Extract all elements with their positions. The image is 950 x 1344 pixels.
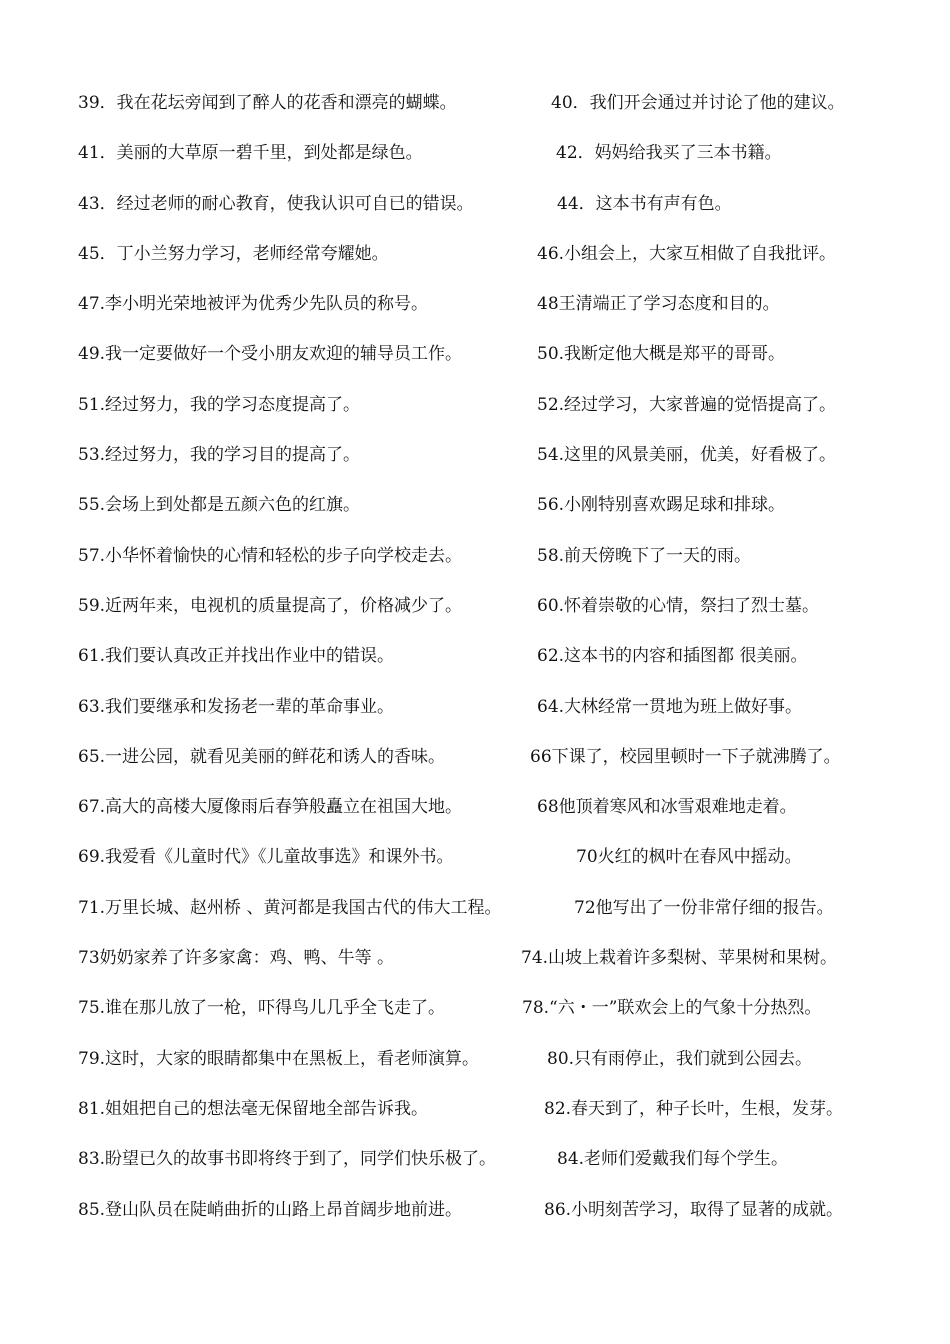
sentence-row [0,846,950,896]
sentence-left: 75.谁在那儿放了一枪，吓得鸟儿几乎全飞走了。 [78,998,446,1019]
sentence-right: 50.我断定他大概是郑平的哥哥。 [537,344,786,365]
sentence-row [0,1199,950,1249]
sentence-left: 81.姐姐把自己的想法毫无保留地全部告诉我。 [78,1098,429,1119]
sentence-row [0,947,950,997]
sentence-row [0,997,950,1047]
sentence-right: 64.大林经常一贯地为班上做好事。 [537,696,803,717]
sentence-row [0,394,950,444]
sentence-row [0,1098,950,1148]
sentence-row [0,595,950,645]
sentence-left: 71.万里长城、赵州桥 、黄河都是我国古代的伟大工程。 [78,897,502,918]
sentence-right: 68他顶着寒风和冰雪艰难地走着。 [537,797,797,818]
sentence-left: 73奶奶家养了许多家禽：鸡、鸭、牛等 。 [78,948,395,969]
sentence-right: 82.春天到了，种子长叶，生根，发芽。 [544,1098,844,1119]
sentence-row [0,494,950,544]
sentence-right: 72他写出了一份非常仔细的报告。 [574,897,834,918]
sentence-left: 85.登山队员在陡峭曲折的山路上昂首阔步地前进。 [78,1199,463,1220]
sentence-left: 47.李小明光荣地被评为优秀少先队员的称号。 [78,294,429,315]
sentence-row [0,193,950,243]
sentence-row [0,92,950,142]
sentence-left: 61.我们要认真改正并找出作业中的错误。 [78,646,395,667]
sentence-row [0,796,950,846]
sentence-row [0,444,950,494]
sentence-left: 63.我们要继承和发扬老一辈的革命事业。 [78,696,395,717]
sentence-right: 56.小刚特别喜欢踢足球和排球。 [537,495,786,516]
sentence-right: 52.经过学习，大家普遍的觉悟提高了。 [537,394,837,415]
sentence-right: 78.“六・一”联欢会上的气象十分热烈。 [522,998,822,1019]
sentence-row [0,142,950,192]
sentence-left: 51.经过努力，我的学习态度提高了。 [78,394,361,415]
sentence-right: 58.前天傍晚下了一天的雨。 [537,545,752,566]
sentence-row [0,293,950,343]
sentence-row [0,746,950,796]
sentence-left: 43．经过老师的耐心教育，使我认识可自已的错误。 [78,193,474,214]
sentence-row [0,343,950,393]
sentence-right: 70火红的枫叶在春风中摇动。 [576,847,802,868]
sentence-left: 45．丁小兰努力学习，老师经常夸耀她。 [78,243,389,264]
sentence-row [0,243,950,293]
sentence-left: 83.盼望已久的故事书即将终于到了，同学们快乐极了。 [78,1149,497,1170]
sentence-right: 42．妈妈给我买了三本书籍。 [556,143,782,164]
sentence-row [0,645,950,695]
sentence-left: 41．美丽的大草原一碧千里，到处都是绿色。 [78,143,423,164]
sentence-right: 48王清端正了学习态度和目的。 [537,294,780,315]
sentence-left: 49.我一定要做好一个受小朋友欢迎的辅导员工作。 [78,344,463,365]
sentence-right: 74.山坡上栽着许多梨树、苹果树和果树。 [521,948,838,969]
sentence-right: 54.这里的风景美丽，优美，好看极了。 [537,445,837,466]
sentence-right: 40．我们开会通过并讨论了他的建议。 [551,93,845,113]
sentence-row [0,545,950,595]
sentence-right: 46.小组会上，大家互相做了自我批评。 [537,243,837,264]
sentence-left: 79.这时，大家的眼睛都集中在黑板上，看老师演算。 [78,1048,480,1069]
sentence-row [0,696,950,746]
sentence-left: 39．我在花坛旁闻到了醉人的花香和漂亮的蝴蝶。 [78,93,457,113]
sentence-left: 57.小华怀着愉快的心情和轻松的步子向学校走去。 [78,545,463,566]
sentence-left: 67.高大的高楼大厦像雨后春笋般矗立在祖国大地。 [78,797,463,818]
sentence-right: 84.老师们爱戴我们每个学生。 [557,1149,789,1170]
sentence-left: 65.一进公园，就看见美丽的鲜花和诱人的香味。 [78,746,446,767]
sentence-list [0,92,950,1249]
sentence-left: 55.会场上到处都是五颜六色的红旗。 [78,495,361,516]
sentence-right: 66下课了，校园里顿时一下子就沸腾了。 [530,746,841,767]
sentence-row [0,897,950,947]
sentence-row [0,1048,950,1098]
sentence-right: 62.这本书的内容和插图都 很美丽。 [537,646,808,667]
sentence-left: 53.经过努力，我的学习目的提高了。 [78,445,361,466]
sentence-row [0,1148,950,1198]
sentence-right: 86.小明刻苦学习，取得了显著的成就。 [544,1199,844,1220]
sentence-right: 44．这本书有声有色。 [557,193,732,214]
sentence-left: 59.近两年来，电视机的质量提高了，价格减少了。 [78,595,463,616]
sentence-right: 80.只有雨停止，我们就到公园去。 [547,1048,813,1069]
sentence-right: 60.怀着崇敬的心情，祭扫了烈士墓。 [537,595,820,616]
sentence-left: 69.我爱看《儿童时代》《儿童故事选》和课外书。 [78,847,454,868]
